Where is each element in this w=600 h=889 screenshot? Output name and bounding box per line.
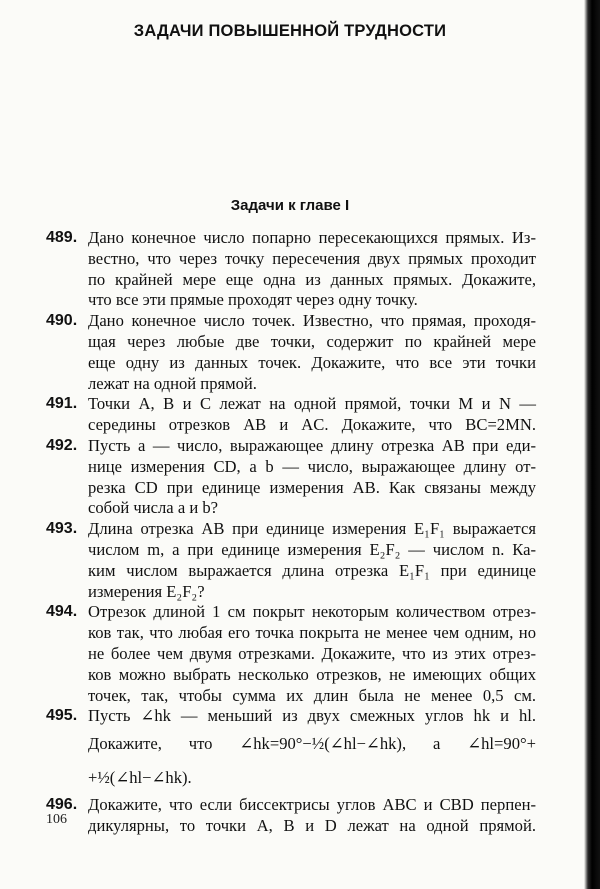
problem-491 bbox=[46, 394, 536, 436]
problem-line: середины отрезков AB и AC. Докажите, что BC=2MN. bbox=[88, 415, 536, 435]
problem-495 bbox=[46, 706, 536, 795]
chapter-title: Задачи к главе I bbox=[230, 197, 350, 214]
problem-line: нице измерения CD, а b — число, выражающее длину от- bbox=[88, 456, 536, 476]
problem-number: 490. bbox=[46, 312, 78, 330]
page-number: 106 bbox=[46, 812, 67, 827]
problem-line: Докажите, что если биссектрисы углов ABC и CBD перпен- bbox=[88, 795, 536, 815]
problem-493 bbox=[46, 519, 536, 602]
problem-number: 494. bbox=[46, 603, 78, 621]
problem-line: дикулярны, то точки A, B и D лежат на одной прямой. bbox=[88, 815, 536, 835]
problem-number: 492. bbox=[46, 436, 78, 454]
problem-number: 489. bbox=[46, 229, 78, 246]
problem-line: ков так, что любая его точка покрыта не менее чем одним, но bbox=[88, 623, 536, 643]
problem-line: ков можно выбрать несколько отрезков, не имеющих общих bbox=[88, 664, 536, 684]
problem-line: еще одну из данных точек. Докажите, что все эти точки bbox=[88, 352, 536, 372]
problem-line: собой числа a и b? bbox=[88, 498, 219, 518]
problem-line: что все эти прямые проходят через одну точку. bbox=[88, 290, 418, 310]
problem-line: Дано конечное число попарно пересекающихся прямых. Из- bbox=[88, 228, 536, 247]
problem-494 bbox=[46, 602, 536, 706]
problem-line: вестно, что через точку пересечения двух прямых проходит bbox=[88, 248, 536, 268]
problem-492 bbox=[46, 436, 536, 519]
problem-line: числом m, а при единице измерения E₂F₂ — числом n. Ка- bbox=[88, 539, 536, 559]
problem-line: щая через любые две точки, содержит по крайней мере bbox=[88, 331, 536, 351]
problem-496 bbox=[46, 795, 536, 837]
book-spine-shadow bbox=[570, 0, 600, 889]
problem-number: 495. bbox=[46, 707, 78, 725]
section-header: ЗАДАЧИ ПОВЫШЕННОЙ ТРУДНОСТИ bbox=[133, 22, 447, 40]
problem-line: Точки A, B и C лежат на одной прямой, точки M и N — bbox=[88, 394, 536, 414]
problem-line: не более чем двумя отрезками. Докажите, что из этих отрез- bbox=[88, 643, 536, 663]
problem-line: лежат на одной прямой. bbox=[88, 373, 257, 393]
problem-line: Пусть a — число, выражающее длину отрезка AB при еди- bbox=[88, 435, 536, 455]
problem-line: измерения E₂F₂? bbox=[88, 581, 205, 601]
problem-number: 496. bbox=[46, 796, 78, 814]
problem-line: Длина отрезка AB при единице измерения E₁F₁ выражается bbox=[88, 519, 536, 539]
problem-490 bbox=[46, 311, 536, 394]
problem-line: Отрезок длиной 1 см покрыт некоторым количеством отрез- bbox=[88, 602, 536, 622]
problem-line-formula: +½(∠hl−∠hk). bbox=[88, 768, 192, 788]
problem-line: Пусть ∠hk — меньший из двух смежных углов hk и hl. bbox=[88, 706, 536, 726]
problem-number: 491. bbox=[46, 395, 78, 413]
problem-line-formula: Докажите, что ∠hk=90°−½(∠hl−∠hk), а ∠hl=90°+ bbox=[88, 734, 536, 754]
problem-line: резка CD при единице измерения AB. Как связаны между bbox=[88, 477, 536, 497]
problem-line: по крайней мере еще одна из данных прямых. Докажите, bbox=[88, 269, 536, 289]
problem-line: Дано конечное число точек. Известно, что прямая, проходя- bbox=[88, 311, 536, 331]
problem-line: ким числом выражается длина отрезка E₁F₁ при единице bbox=[88, 560, 536, 580]
problem-number: 493. bbox=[46, 520, 78, 538]
problem-489 bbox=[46, 228, 536, 311]
problem-list bbox=[46, 228, 536, 837]
problem-line: точек, так, чтобы сумма их длин была не менее 0,5 см. bbox=[88, 685, 536, 705]
